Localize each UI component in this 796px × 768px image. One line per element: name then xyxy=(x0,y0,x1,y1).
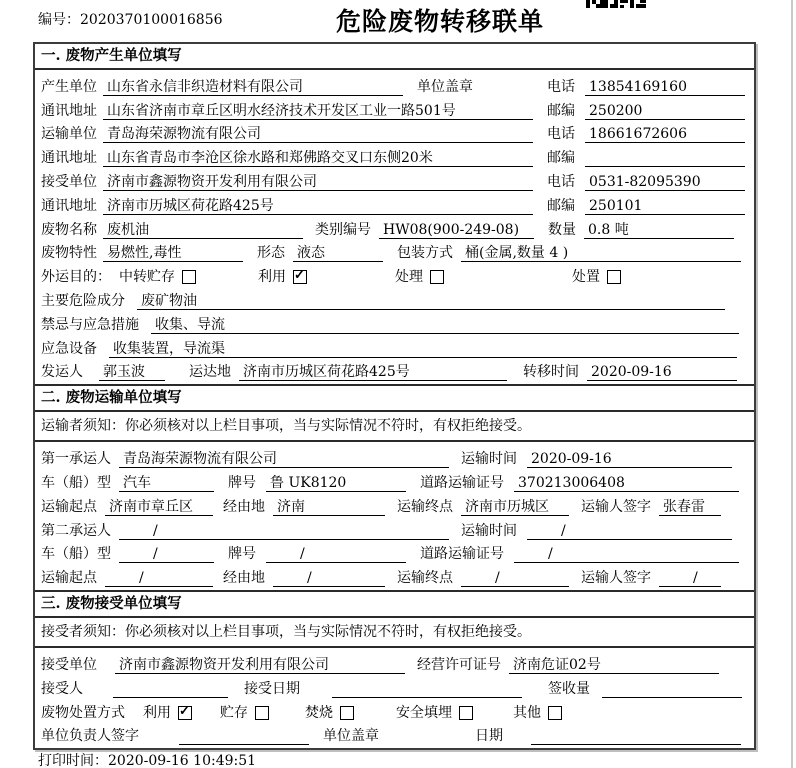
field-label: 废物处置方式 xyxy=(41,704,125,721)
checkbox-field xyxy=(396,704,473,722)
field-value: 济南市鑫源物资开发利用有限公司 xyxy=(115,656,405,674)
checkbox-unchecked-icon xyxy=(255,706,269,720)
field-label: 接受单位 xyxy=(41,173,97,190)
section-waste-generator xyxy=(35,44,754,384)
field-value: 济南市历城区荷花路425号 xyxy=(239,363,507,381)
checkbox-unchecked-icon xyxy=(430,270,444,284)
field-label: 转移时间 xyxy=(523,364,579,381)
field-value: / xyxy=(105,569,213,587)
checkbox-field xyxy=(119,268,196,286)
field-label: 接受日期 xyxy=(244,680,300,697)
field-value: 废矿物油 xyxy=(137,292,725,310)
field-label: 经营许可证号 xyxy=(417,656,501,673)
field-label: 车（船）型 xyxy=(41,474,111,491)
field-label: 运输起点 xyxy=(41,570,97,587)
field-value: 废机油 xyxy=(103,221,303,239)
static-text: 单位盖章 xyxy=(323,728,379,745)
checkbox-field xyxy=(143,704,192,722)
field-label: 废物特性 xyxy=(41,245,97,262)
form-row xyxy=(41,310,748,334)
field-label: 应急设备 xyxy=(41,340,97,357)
field-label: 运输时间 xyxy=(461,522,517,539)
form-row xyxy=(41,492,748,516)
field-value: 济南市章丘区 xyxy=(105,498,213,516)
field-label: 废物名称 xyxy=(41,221,97,238)
field-label: 包装方式 xyxy=(397,245,453,262)
checkbox-label: 利用 xyxy=(258,269,286,286)
field-value: 山东省青岛市李沧区徐水路和郑佛路交叉口东侧20米 xyxy=(103,149,533,167)
field-value xyxy=(113,680,228,698)
field-label: 数量 xyxy=(548,221,576,238)
field-value: 桶(金属,数量 4 ) xyxy=(461,244,741,262)
field-label: 形态 xyxy=(257,245,285,262)
field-label: 通讯地址 xyxy=(41,102,97,119)
field-label: 外运目的： xyxy=(41,269,111,286)
field-value: / xyxy=(461,569,569,587)
field-value: 青岛海荣源物流有限公司 xyxy=(119,450,449,468)
field-label: 通讯地址 xyxy=(41,150,97,167)
page-edge-line xyxy=(791,0,793,768)
checkbox-label: 其他 xyxy=(513,704,541,721)
checkbox-unchecked-icon xyxy=(182,270,196,284)
checkbox-label: 中转贮存 xyxy=(119,269,175,286)
form-row xyxy=(41,563,748,587)
field-label: 经由地 xyxy=(223,570,265,587)
field-label: 接受单位 xyxy=(41,656,97,673)
field-value: 370213006408 xyxy=(514,474,739,492)
field-value: 郭玉波 xyxy=(99,363,165,381)
field-label: 签收量 xyxy=(548,680,590,697)
field-label: 电话 xyxy=(547,126,575,143)
section-rows xyxy=(35,648,754,748)
field-label: 第一承运人 xyxy=(41,451,111,468)
field-value: / xyxy=(659,569,721,587)
form-row xyxy=(41,540,748,564)
form-row xyxy=(41,262,748,286)
field-label: 经由地 xyxy=(223,498,265,515)
manifest-form xyxy=(33,42,756,750)
field-value: 济南市鑫源物资开发利用有限公司 xyxy=(103,173,533,191)
form-row xyxy=(41,96,748,120)
field-label: 道路运输证号 xyxy=(420,546,504,563)
field-value: 250200 xyxy=(585,102,745,120)
field-value: 张春雷 xyxy=(659,498,721,516)
form-row xyxy=(41,191,748,215)
field-value xyxy=(332,680,522,698)
checkbox-unchecked-icon xyxy=(340,706,354,720)
checkbox-field xyxy=(305,704,354,722)
field-label: 车（船）型 xyxy=(41,546,111,563)
field-label: 产生单位 xyxy=(41,78,97,95)
field-value: / xyxy=(119,545,214,563)
qr-code-fragment xyxy=(586,0,650,11)
field-value: 济南市历城区荷花路425号 xyxy=(103,197,533,215)
print-time-value: 2020-09-16 10:49:51 xyxy=(108,753,257,768)
form-row xyxy=(41,120,748,144)
field-label: 运输人签字 xyxy=(581,498,651,515)
field-label: 运输终点 xyxy=(397,570,453,587)
form-row xyxy=(41,334,748,358)
form-row xyxy=(41,215,748,239)
form-row xyxy=(41,72,748,96)
field-value: HW08(900-249-08) xyxy=(379,221,534,239)
field-label: 接受人 xyxy=(41,680,83,697)
section-header: 三. 废物接受单位填写 xyxy=(35,592,754,618)
field-value xyxy=(179,727,309,745)
checkbox-unchecked-icon xyxy=(607,270,621,284)
field-value: / xyxy=(266,545,406,563)
field-value: 济南 xyxy=(273,498,385,516)
serial-number xyxy=(38,9,223,29)
static-text: 单位盖章 xyxy=(417,78,473,95)
field-label: 牌号 xyxy=(228,474,256,491)
field-label: 运输时间 xyxy=(461,451,517,468)
checkbox-label: 贮存 xyxy=(220,704,248,721)
field-label: 电话 xyxy=(547,78,575,95)
form-row xyxy=(41,286,748,310)
field-value: 2020-09-16 xyxy=(527,450,732,468)
field-value: / xyxy=(119,522,449,540)
form-row xyxy=(41,468,748,492)
field-value xyxy=(531,727,741,745)
field-value: 汽车 xyxy=(119,474,214,492)
checkbox-unchecked-icon xyxy=(459,706,473,720)
field-label: 发运人 xyxy=(41,364,83,381)
field-value: 青岛海荣源物流有限公司 xyxy=(103,125,533,143)
field-value: 收集、导流 xyxy=(151,316,739,334)
receiver-notice: 接受者须知：你必须核对以上栏目事项，当与实际情况不符时，有权拒绝接受。 xyxy=(35,618,754,648)
checkbox-checked-icon xyxy=(178,706,192,720)
field-value: / xyxy=(514,545,739,563)
form-row xyxy=(41,722,748,746)
checkbox-label: 安全填埋 xyxy=(396,704,452,721)
field-label: 主要危险成分 xyxy=(41,292,125,309)
form-row xyxy=(41,444,748,468)
field-value: 鲁 UK8120 xyxy=(266,474,406,492)
field-label: 运输单位 xyxy=(41,126,97,143)
form-row xyxy=(41,239,748,263)
checkbox-unchecked-icon xyxy=(548,706,562,720)
page-title: 危险废物转移联单 xyxy=(336,7,545,36)
checkbox-field xyxy=(220,704,269,722)
field-value xyxy=(602,680,742,698)
field-label: 邮编 xyxy=(547,150,575,167)
field-value: 250101 xyxy=(585,197,745,215)
field-value: / xyxy=(273,569,385,587)
field-value: 0531-82095390 xyxy=(585,173,745,191)
field-label: 日期 xyxy=(475,728,503,745)
field-label: 运输起点 xyxy=(41,498,97,515)
form-row xyxy=(41,143,748,167)
print-time xyxy=(38,750,256,768)
checkbox-field xyxy=(572,268,621,286)
field-label: 类别编号 xyxy=(315,221,371,238)
field-value: / xyxy=(527,522,732,540)
field-value: 易燃性,毒性 xyxy=(103,244,243,262)
transporter-notice: 运输者须知：你必须核对以上栏目事项，当与实际情况不符时，有权拒绝接受。 xyxy=(35,412,754,442)
form-row xyxy=(41,674,748,698)
checkbox-label: 利用 xyxy=(143,704,171,721)
checkbox-checked-icon xyxy=(293,270,307,284)
field-value: 液态 xyxy=(293,244,383,262)
field-value: 济南危证02号 xyxy=(509,656,719,674)
field-label: 邮编 xyxy=(547,197,575,214)
field-value xyxy=(585,149,745,167)
field-value: 13854169160 xyxy=(585,78,745,96)
checkbox-field xyxy=(258,268,307,286)
field-value: 济南市历城区 xyxy=(461,498,569,516)
field-label: 牌号 xyxy=(228,546,256,563)
field-label: 邮编 xyxy=(547,102,575,119)
checkbox-field xyxy=(513,704,562,722)
field-value: 2020-09-16 xyxy=(587,363,737,381)
field-value: 收集装置，导流渠 xyxy=(109,340,737,358)
serial-label: 编号： xyxy=(38,12,80,28)
field-value: 18661672606 xyxy=(585,125,745,143)
checkbox-label: 处理 xyxy=(395,269,423,286)
checkbox-label: 焚烧 xyxy=(305,704,333,721)
serial-value: 2020370100016856 xyxy=(80,12,223,28)
form-row xyxy=(41,167,748,191)
section-waste-transporter xyxy=(35,384,754,590)
checkbox-field xyxy=(395,268,444,286)
form-row xyxy=(41,516,748,540)
section-header: 二. 废物运输单位填写 xyxy=(35,386,754,412)
field-label: 运输人签字 xyxy=(581,570,651,587)
field-value: 山东省永信非织造材料有限公司 xyxy=(103,78,403,96)
section-rows xyxy=(35,70,754,384)
form-row xyxy=(41,358,748,382)
field-label: 运输终点 xyxy=(397,498,453,515)
section-waste-receiver xyxy=(35,590,754,748)
form-row xyxy=(41,698,748,722)
field-value: 山东省济南市章丘区明水经济技术开发区工业一路501号 xyxy=(103,102,533,120)
checkbox-label: 处置 xyxy=(572,269,600,286)
print-time-label: 打印时间： xyxy=(38,753,108,768)
field-label: 第二承运人 xyxy=(41,522,111,539)
field-label: 电话 xyxy=(547,173,575,190)
field-label: 道路运输证号 xyxy=(420,474,504,491)
section-header: 一. 废物产生单位填写 xyxy=(35,44,754,70)
form-row xyxy=(41,650,748,674)
field-label: 运达地 xyxy=(189,364,231,381)
field-label: 通讯地址 xyxy=(41,197,97,214)
field-value: 0.8 吨 xyxy=(584,221,734,239)
field-label: 单位负责人签字 xyxy=(41,728,139,745)
field-label: 禁忌与应急措施 xyxy=(41,316,139,333)
section-rows xyxy=(35,442,754,590)
